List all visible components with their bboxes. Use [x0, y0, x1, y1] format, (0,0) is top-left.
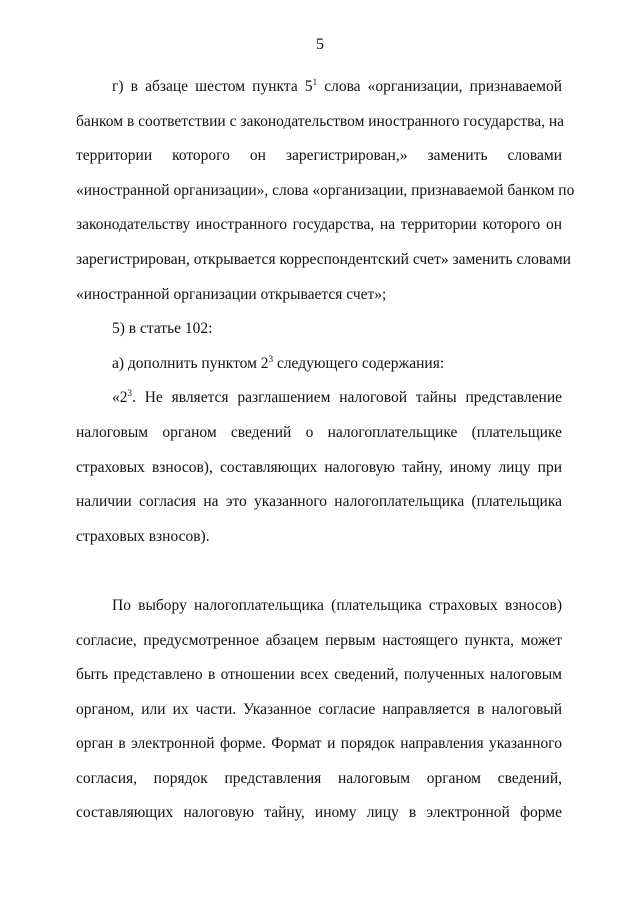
- text-fragment: а) дополнить пунктом 2: [112, 354, 269, 372]
- paragraph-item-a: [76, 347, 562, 382]
- paragraph-choice: [76, 589, 562, 831]
- text-line: «иностранной организации», слова «организации, признаваемой банком по: [76, 181, 575, 199]
- text-line: По выбору налогоплательщика (плательщика страховых взносов): [112, 596, 562, 614]
- text-line: согласие, предусмотренное абзацем первым настоящего пункта, может: [76, 631, 562, 649]
- paragraph-quoted-point: [76, 381, 562, 554]
- text-fragment: слова «организации, признаваемой: [317, 78, 563, 95]
- text-line: налоговым органом сведений о налогоплательщике (плательщике: [76, 423, 562, 441]
- paragraph-spacer: [76, 554, 562, 589]
- superscript: 3: [268, 353, 274, 364]
- text-line: составляющих налоговую тайну, иному лицу в электронной форме: [76, 804, 562, 822]
- text-line: [76, 347, 562, 382]
- text-line: страховых взносов).: [76, 527, 210, 545]
- text-line: [76, 381, 562, 416]
- text-line: 5) в статье 102:: [112, 320, 213, 338]
- text-fragment: г) в абзаце шестом пункта 5: [112, 78, 313, 95]
- text-fragment: следующего содержания:: [273, 354, 445, 372]
- text-line: «иностранной организации открывается счет»;: [76, 285, 387, 303]
- text-fragment: . Не является разглашением налоговой тайны представление: [132, 389, 562, 407]
- superscript: 3: [127, 388, 132, 399]
- text-line: зарегистрирован, открывается корреспондентский счет» заменить словами: [76, 250, 571, 268]
- text-line: страховых взносов), составляющих налоговую тайну, иному лицу при: [76, 458, 562, 476]
- page-number: 5: [316, 36, 324, 53]
- text-line: быть представлено в отношении всех сведений, полученных налоговым: [76, 666, 562, 684]
- text-line: орган в электронной форме. Формат и порядок направления указанного: [76, 735, 562, 753]
- text-line: наличии согласия на это указанного налогоплательщика (плательщика: [76, 493, 562, 511]
- superscript: 1: [312, 77, 318, 87]
- text-line: территории которого он зарегистрирован,» заменить словами: [76, 147, 562, 165]
- paragraph-article-102: [76, 312, 562, 347]
- text-line: согласия, порядок представления налоговым органом сведений,: [76, 769, 562, 787]
- text-line: [76, 70, 562, 105]
- text-fragment: «2: [112, 389, 128, 407]
- paragraph-item-g: [76, 70, 575, 312]
- text-line: банком в соответствии с законодательством иностранного государства, на: [76, 112, 565, 130]
- text-line: законодательству иностранного государства, на территории которого он: [76, 216, 562, 234]
- document-body: [76, 70, 575, 831]
- text-line: органом, или их части. Указанное согласие направляется в налоговый: [76, 700, 562, 718]
